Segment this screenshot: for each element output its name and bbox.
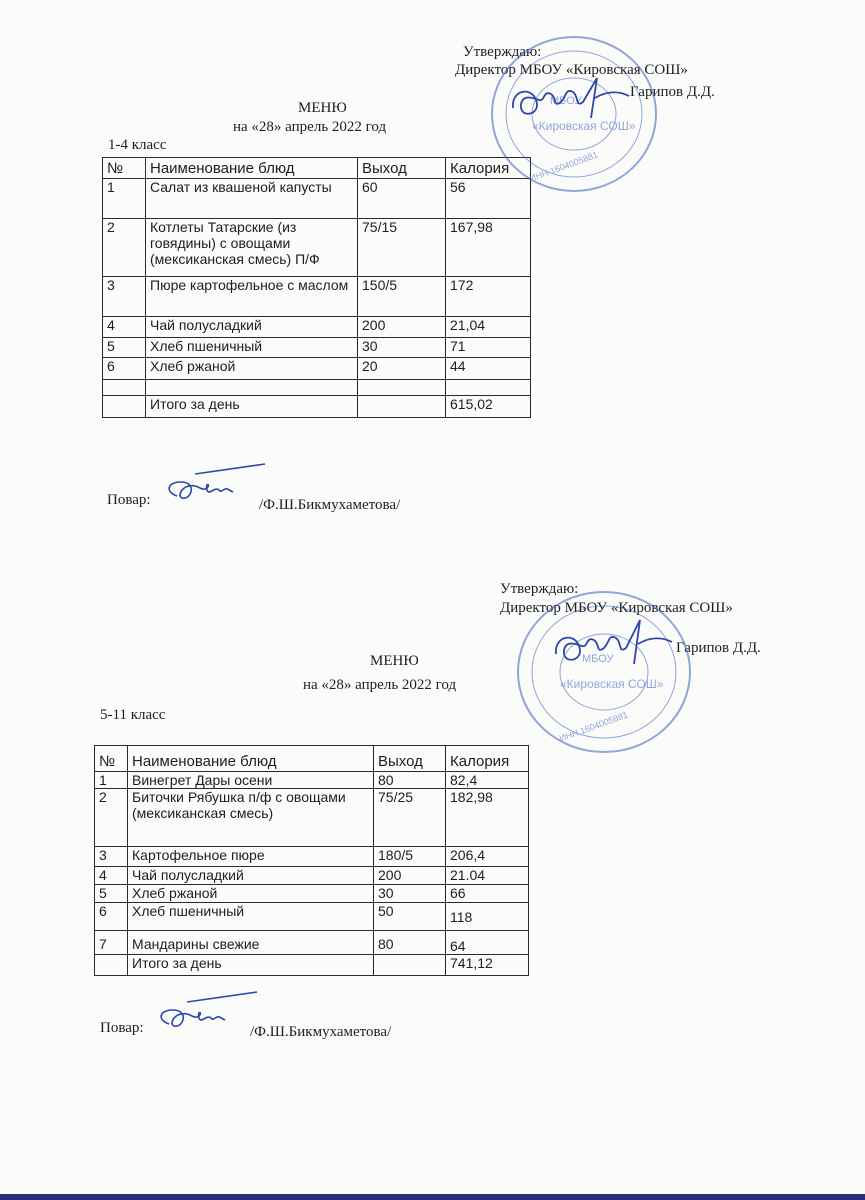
class-label: 5-11 класс [100,707,166,723]
dish-output: 180/5 [374,847,446,867]
table-row [103,179,531,219]
dish-name: Биточки Рябушка п/ф с овощами (мексиканская смесь) [128,789,374,847]
menu-table-2 [94,745,529,976]
dish-name: Хлеб пшеничный [146,338,358,358]
dish-output: 30 [358,338,446,358]
director-signature [505,68,635,128]
dish-name: Салат из квашеной капусты [146,179,358,219]
approval-position: Директор МБОУ «Кировская СОШ» [500,600,733,616]
empty-cell [358,396,446,418]
dish-calories: 64 [446,931,529,955]
row-number: 6 [103,358,146,380]
col-output: Выход [358,158,446,179]
table-row [95,867,529,885]
dish-calories: 167,98 [446,219,531,277]
total-value: 741,12 [446,955,529,976]
row-number: 6 [95,903,128,931]
dish-output: 30 [374,885,446,903]
approval-position: Директор МБОУ «Кировская СОШ» [455,62,688,78]
dish-calories: 21,04 [446,317,531,338]
col-output: Выход [374,746,446,772]
dish-name: Котлеты Татарские (из говядины) с овощами (мексиканская смесь) П/Ф [146,219,358,277]
table-header-row [103,158,531,179]
total-label: Итого за день [146,396,358,418]
dish-calories: 71 [446,338,531,358]
menu-title: МЕНЮ [298,100,347,116]
dish-calories: 206,4 [446,847,529,867]
dish-calories: 118 [446,903,529,931]
dish-output: 20 [358,358,446,380]
row-number: 3 [95,847,128,867]
dish-name: Картофельное пюре [128,847,374,867]
col-dish: Наименование блюд [146,158,358,179]
table-row [103,317,531,338]
empty-cell [446,380,531,396]
row-number: 1 [95,772,128,789]
table-row [103,219,531,277]
dish-output: 75/25 [374,789,446,847]
cook-name: /Ф.Ш.Бикмухаметова/ [259,497,401,513]
dish-output: 80 [374,772,446,789]
col-calories: Калория [446,158,531,179]
total-label: Итого за день [128,955,374,976]
table-header-row [95,746,529,772]
director-signature [548,614,678,674]
dish-name: Хлеб ржаной [128,885,374,903]
row-number: 7 [95,931,128,955]
cook-name: /Ф.Ш.Бикмухаметова/ [250,1024,392,1040]
dish-output: 150/5 [358,277,446,317]
dish-name: Чай полусладкий [128,867,374,885]
dish-name: Пюре картофельное с маслом [146,277,358,317]
menu-date: на «28» апрель 2022 год [303,677,457,693]
dish-name: Хлеб ржаной [146,358,358,380]
row-number: 3 [103,277,146,317]
row-number: 4 [103,317,146,338]
cook-signature [155,462,270,512]
stamp-inn-text: ИНН 1604005881 [528,149,600,184]
table-row [95,931,529,955]
dish-output: 80 [374,931,446,955]
table-row [103,277,531,317]
dish-name: Хлеб пшеничный [128,903,374,931]
dish-name: Чай полусладкий [146,317,358,338]
approval-label: Утверждаю: [500,581,579,597]
stamp-top-text: МБОУ [582,653,614,665]
dish-calories: 21.04 [446,867,529,885]
total-row [95,955,529,976]
total-row [103,396,531,418]
total-value: 615,02 [446,396,531,418]
approval-name: Гарипов Д.Д. [630,84,715,100]
approval-label: Утверждаю: [463,44,542,60]
table-row [103,358,531,380]
stamp-top-text: МБОУ [550,95,582,107]
dish-calories: 82,4 [446,772,529,789]
dish-output: 200 [358,317,446,338]
empty-cell [95,955,128,976]
empty-cell [374,955,446,976]
row-number: 2 [103,219,146,277]
empty-cell [146,380,358,396]
col-number: № [103,158,146,179]
dish-calories: 44 [446,358,531,380]
dish-output: 75/15 [358,219,446,277]
dish-name: Мандарины свежие [128,931,374,955]
row-number: 2 [95,789,128,847]
empty-cell [103,380,146,396]
table-row [95,885,529,903]
col-number: № [95,746,128,772]
stamp-center-text: «Кировская СОШ» [560,677,664,691]
dish-output: 60 [358,179,446,219]
dish-output: 200 [374,867,446,885]
class-label: 1-4 класс [108,137,167,153]
row-number: 5 [95,885,128,903]
cook-label: Повар: [100,1020,144,1036]
table-row [95,772,529,789]
dish-name: Винегрет Дары осени [128,772,374,789]
dish-calories: 172 [446,277,531,317]
table-row [95,847,529,867]
dish-calories: 182,98 [446,789,529,847]
col-calories: Калория [446,746,529,772]
row-number: 1 [103,179,146,219]
stamp-center-text: «Кировская СОШ» [532,119,636,133]
row-number: 5 [103,338,146,358]
row-number: 4 [95,867,128,885]
table-row-empty [103,380,531,396]
dish-calories: 56 [446,179,531,219]
col-dish: Наименование блюд [128,746,374,772]
approval-name: Гарипов Д.Д. [676,640,761,656]
table-row [103,338,531,358]
empty-cell [358,380,446,396]
menu-table-1 [102,157,531,418]
stamp-inn-text: ИНН 1604005881 [558,709,630,744]
scan-edge [0,1194,865,1200]
empty-cell [103,396,146,418]
cook-label: Повар: [107,492,151,508]
table-row [95,903,529,931]
table-row [95,789,529,847]
cook-signature [147,990,262,1040]
menu-date: на «28» апрель 2022 год [233,119,387,135]
dish-output: 50 [374,903,446,931]
menu-title: МЕНЮ [370,653,419,669]
dish-calories: 66 [446,885,529,903]
